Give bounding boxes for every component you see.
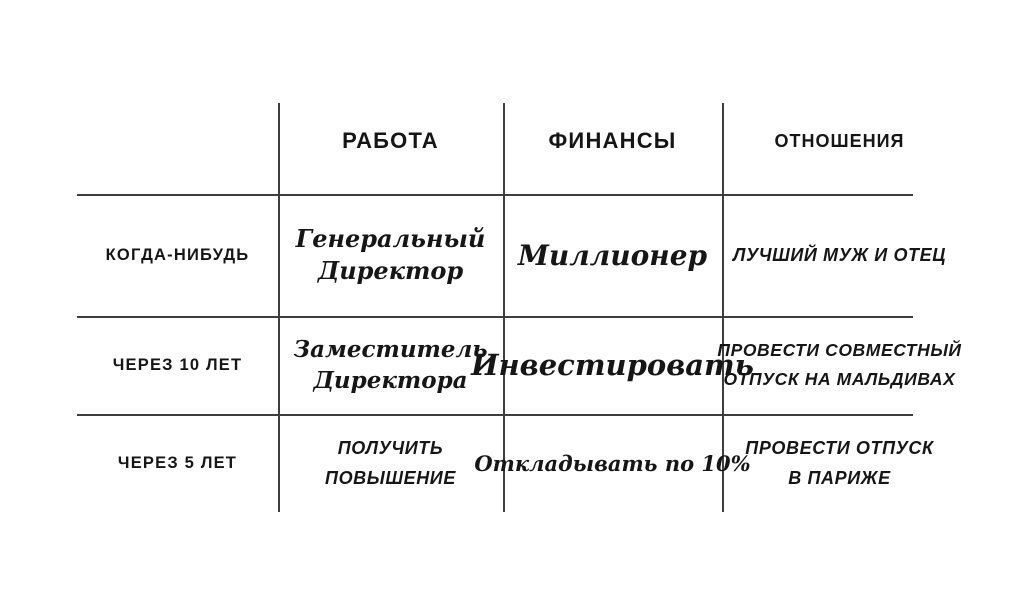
row-label-someday-text: КОГДА-НИБУДЬ [105,245,250,264]
cell-10-years-finance [471,316,754,414]
cell-text-line: Заместитель [293,336,488,363]
cell-5-years-work [278,414,503,512]
cell-text-line: ПОВЫШЕНИЕ [325,468,456,488]
cell-text-line: Генеральный [295,224,486,253]
column-header-work-label: РАБОТА [342,128,439,153]
cell-10-years-work [278,316,503,414]
cell-10-years-relations [717,316,962,414]
row-label-in-10-years-text: ЧЕРЕЗ 10 ЛЕТ [112,355,243,374]
cell-text-line: Инвестировать [471,348,754,382]
row-label-someday [77,194,278,316]
row-label-in-10-years [77,316,278,414]
column-header-finance [503,103,722,179]
cell-text-line: ЛУЧШИЙ МУЖ И ОТЕЦ [733,244,946,265]
cell-text-line: ПОЛУЧИТЬ [337,438,444,458]
column-header-finance-label: ФИНАНСЫ [548,128,677,153]
column-header-work [278,103,503,179]
cell-text-line: Директора [313,367,468,394]
cell-5-years-relations [722,414,957,512]
cell-someday-relations [722,194,957,316]
cell-text-line: Директор [317,256,464,285]
cell-text-line: Миллионер [517,238,708,272]
cell-someday-work [278,194,503,316]
cell-text-line: ПРОВЕСТИ СОВМЕСТНЫЙ [717,340,962,360]
column-header-relations-label: ОТНОШЕНИЯ [774,130,905,151]
cell-text-line: ОТПУСК НА МАЛЬДИВАХ [723,369,956,389]
row-label-in-5-years [77,414,278,512]
cell-5-years-finance [474,414,751,512]
row-label-in-5-years-text: ЧЕРЕЗ 5 ЛЕТ [117,453,238,472]
cell-text-line: ПРОВЕСТИ ОТПУСК [745,438,934,458]
column-header-relations [722,103,957,179]
cell-text-line: В ПАРИЖЕ [788,468,891,488]
cell-text-line: Откладывать по 10% [474,450,751,476]
cell-someday-finance [503,194,722,316]
